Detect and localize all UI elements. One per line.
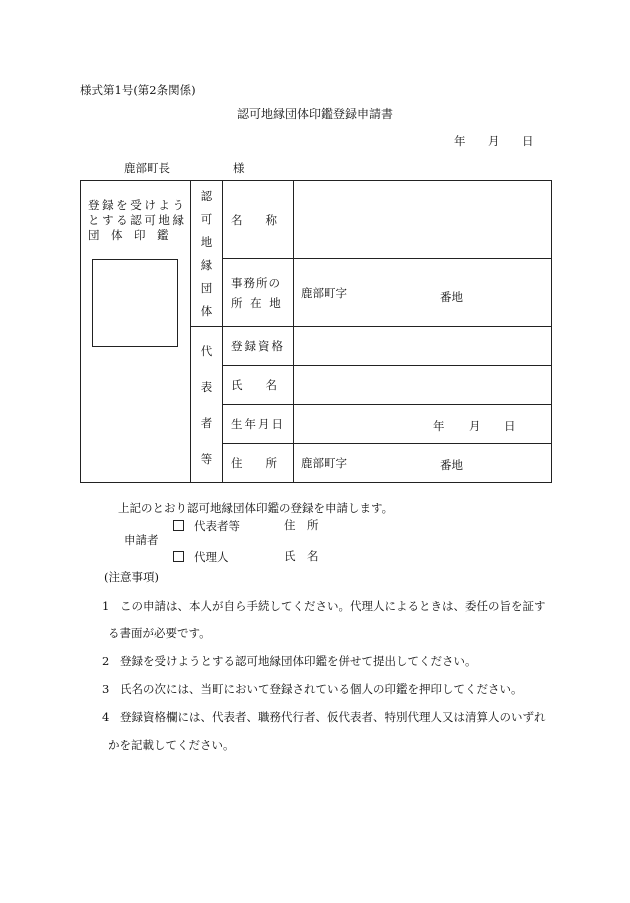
applicant-label-line-1: 登 録 を 受 け よ う (88, 198, 184, 212)
office-address-label: 事務所の 所 在 地 (223, 259, 294, 327)
birth-date-field[interactable] (294, 405, 552, 444)
honorific: 様 (233, 161, 245, 175)
birth-month-label: 月 (469, 419, 481, 433)
group-vertical-label: 認 可 地 縁 団 体 (191, 181, 223, 327)
notes-heading: (注意事項) (104, 570, 159, 584)
representative-vertical-label: 代 表 者 等 (191, 327, 223, 483)
applicant-seal-label (88, 198, 184, 243)
birth-day-label: 日 (504, 419, 516, 433)
agent-checkbox[interactable] (173, 551, 184, 562)
representative-checkbox[interactable] (173, 520, 184, 531)
note-4-line-1: 登録資格欄には、代表者、職務代行者、仮代表者、特別代理人又は清算人のいずれ (120, 710, 546, 724)
option-agent: 代理人 (173, 551, 229, 564)
applicant-label-line-3: 団 体 印 鑑 (88, 228, 169, 242)
birth-date-label: 生年月日 (223, 405, 294, 444)
note-1-number: 1 (102, 599, 110, 613)
person-name-field[interactable] (294, 366, 552, 405)
date-year-label: 年 (454, 134, 466, 148)
date-month-label: 月 (488, 134, 500, 148)
address-number-suffix: 番地 (440, 458, 463, 472)
note-1-line-2: る書面が必要です。 (108, 626, 211, 640)
applicant-seal-cell (81, 181, 191, 483)
note-3-line-1: 氏名の次には、当町において登録されている個人の印鑑を押印してください。 (120, 682, 523, 696)
name-label: 名 称 (223, 181, 294, 259)
option-representative: 代表者等 (173, 520, 240, 533)
person-name-label: 氏 名 (223, 366, 294, 405)
birth-year-label: 年 (433, 419, 445, 433)
page-title: 認可地縁団体印鑑登録申請書 (237, 107, 394, 121)
application-statement: 上記のとおり認可地縁団体印鑑の登録を申請します。 (118, 501, 394, 515)
addressee: 鹿部町長 (124, 161, 170, 175)
date-day-label: 日 (522, 134, 534, 148)
address-town-prefix: 鹿部町字 (301, 456, 347, 470)
qualification-label: 登録資格 (223, 327, 294, 366)
note-3-number: 3 (102, 682, 110, 696)
office-town-prefix: 鹿部町字 (301, 285, 347, 300)
address-label: 住 所 (223, 444, 294, 483)
seal-stamp-box[interactable] (92, 259, 178, 347)
note-1-line-1: この申請は、本人が自ら手続してください。代理人によるときは、委任の旨を証す (120, 599, 546, 613)
qualification-field[interactable] (294, 327, 552, 366)
office-number-suffix: 番地 (440, 290, 463, 304)
agent-field-label: 氏 名 (284, 549, 319, 563)
applicant-label: 申請者 (124, 533, 159, 547)
form-number: 様式第1号(第2条関係) (80, 83, 196, 97)
group-name-field[interactable] (294, 181, 552, 259)
note-2-number: 2 (102, 654, 110, 668)
note-4-number: 4 (102, 710, 110, 724)
representative-field-label: 住 所 (284, 518, 319, 532)
note-2-line-1: 登録を受けようとする認可地縁団体印鑑を併せて提出してください。 (120, 654, 477, 668)
registration-form-table (80, 180, 552, 483)
applicant-label-line-2: と す る 認 可 地 縁 (88, 213, 184, 227)
address-field[interactable] (294, 444, 552, 483)
note-4-line-2: かを記載してください。 (108, 738, 235, 752)
office-address-field[interactable] (294, 259, 552, 327)
